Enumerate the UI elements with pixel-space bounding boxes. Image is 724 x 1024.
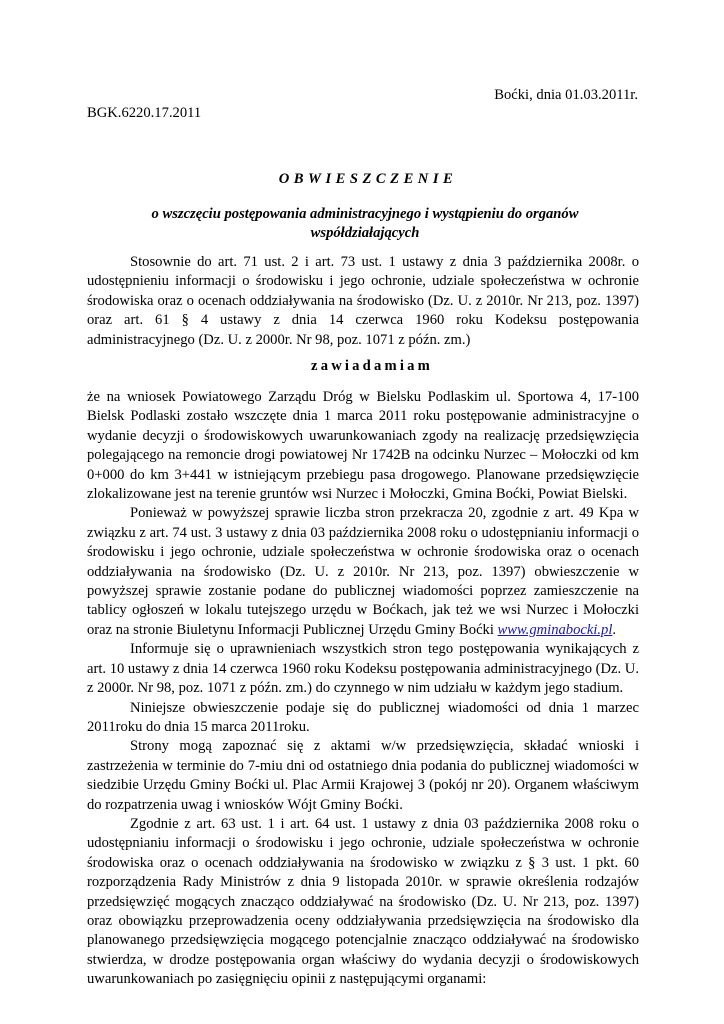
document-title: OBWIESZCZENIE [278, 171, 458, 187]
publication-text: Ponieważ w powyższej sprawie liczba stron przekracza 20, zgodnie z art. 49 Kpa w związku z art. 74 ust. 3 ustawy z dnia 03 października 2008 roku o udostępnianiu informacji o środowisku i jego ochronie, udziale społeczeństwa w ochronie środowiska oraz o ocenach oddziaływania na środowisko (Dz. U. z 2010r. Nr 213, poz. 1397) obwieszczenie w powyższej sprawie zostanie podane do publicznej wiadomości poprzez zamieszczenie na tablicy ogłoszeń w lokalu tutejszego urzędu w Boćkach, jak też we wsi Nurzec i Mołoczki oraz na stronie Biuletynu Informacji Publicznej Urzędu Gminy Boćki [87, 505, 639, 638]
notice-body [87, 388, 639, 990]
legal-basis-paragraph: Stosownie do art. 71 ust. 2 i art. 73 ust. 1 ustawy z dnia 3 października 2008r. o udostępnieniu informacji o środowisku i jego ochronie, udziale społeczeństwa w ochronie środowiska oraz o ocenach oddziaływania na środowisko (Dz. U. z 2010r. Nr 213, poz. 1397) oraz art. 61 § 4 ustawy z dnia 14 czerwca 1960 roku Kodeksu postępowania administracyjnego (Dz. U. z 2000r. Nr 98, poz. 1071 z późn. zm.) [87, 254, 639, 348]
document-subtitle: o wszczęciu postępowania administracyjnego i wystąpieniu do organów współdziałających [151, 206, 579, 242]
paragraph-party-rights: Informuje się o uprawnieniach wszystkich stron tego postępowania wynikających z art. 10 ustawy z dnia 14 czerwca 1960 roku Kodeksu postępowania administracyjnego (Dz. U. z 2000r. Nr 98, poz. 1071 z późn. zm.) do czynnego w nim udziału w każdym jego stadium. [87, 641, 639, 697]
place-date: Boćki, dnia 01.03.2011r. [494, 87, 638, 103]
paragraph-publication [87, 504, 639, 640]
paragraph-proceedings: że na wniosek Powiatowego Zarządu Dróg w Bielsku Podlaskim ul. Sportowa 4, 17-100 Bielsk Podlaski zostało wszczęte dnia 1 marca 2011 roku postępowanie administracyjne o wydanie decyzji o środowiskowych uwarunkowaniach zgody na realizację przedsięwzięcia polegającego na remoncie drogi powiatowej Nr 1742B na odcinku Nurzec – Mołoczki od km 0+000 do km 3+441 w istniejącym przebiegu pasa drogowego. Planowane przedsięwzięcie zlokalizowane jest na terenie gruntów wsi Nurzec i Mołoczki, Gmina Boćki, Powiat Bielski. [87, 389, 639, 503]
inform-heading: zawiadamiam [311, 358, 433, 374]
paragraph-access-files: Strony mogą zapoznać się z aktami w/w przedsięwzięcia, składać wnioski i zastrzeżenia w terminie do 7-miu dni od ostatniego dnia podania do publicznej wiadomości w siedzibie Urzędu Gminy Boćki ul. Plac Armii Krajowej 3 (pokój nr 20). Organem właściwym do rozpatrzenia uwag i wniosków Wójt Gminy Boćki. [87, 738, 639, 813]
paragraph-consultation: Zgodnie z art. 63 ust. 1 i art. 64 ust. 1 ustawy z dnia 03 października 2008 roku o udostępnianiu informacji o środowisku i jego ochronie, udziale społeczeństwa w ochronie środowiska oraz o ocenach oddziaływania na środowisko w związku z § 3 ust. 1 pkt. 60 rozporządzenia Rady Ministrów z dnia 9 listopada 2010r. w sprawie określenia rodzajów przedsięwzięć mogących znacząco oddziaływać na środowisko (Dz. U. Nr 213, poz. 1397) oraz obowiązku przeprowadzenia oceny oddziaływania przedsięwzięcia na środowisko dla planowanego przedsięwzięcia mogącego potencjalnie znacząco oddziaływać na środowisko stwierdza, w drodze postępowania organ właściwy do wydania decyzji o środowiskowych uwarunkowaniach po zasięgnięciu opinii z następującymi organami: [87, 815, 639, 988]
publication-text-end: . [612, 621, 617, 638]
reference-number: BGK.6220.17.2011 [87, 105, 202, 121]
bip-website-link[interactable]: www.gminabocki.pl [497, 621, 613, 638]
paragraph-notice-period: Niniejsze obwieszczenie podaje się do publicznej wiadomości od dnia 1 marzec 2011roku do dnia 15 marca 2011roku. [87, 699, 639, 735]
